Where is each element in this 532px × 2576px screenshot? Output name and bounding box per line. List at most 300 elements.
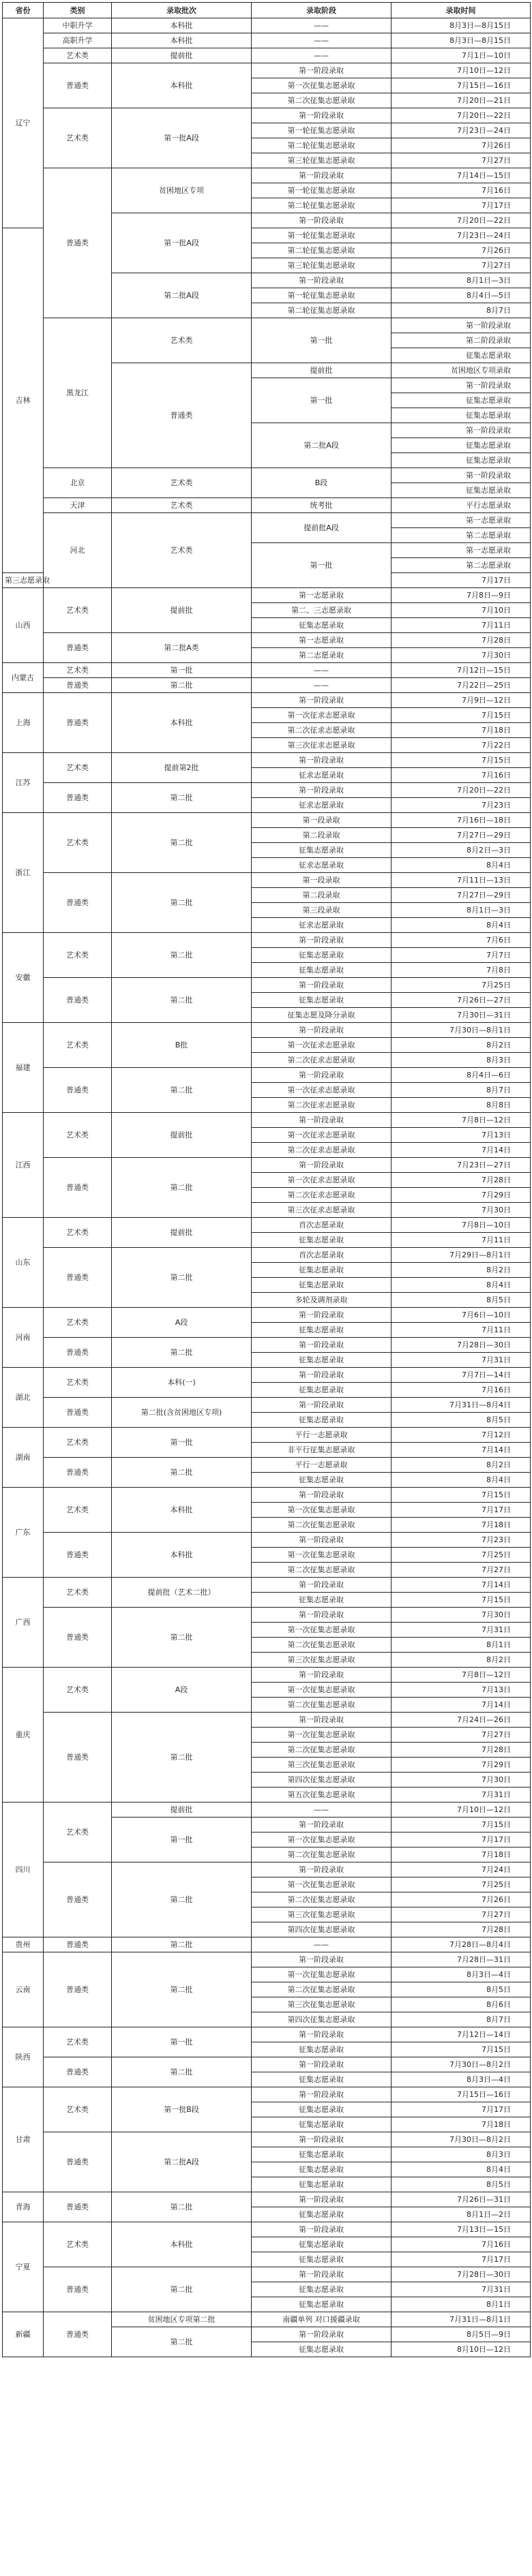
table-row	[3, 978, 531, 993]
stage-cell: 提前批A段	[252, 513, 391, 543]
stage-cell: 第一次征集志愿录取	[252, 1728, 391, 1743]
stage-cell: 第二次征求志愿录取	[252, 1188, 391, 1203]
table-row	[3, 1158, 531, 1173]
category-cell: 艺术类	[44, 108, 112, 168]
stage-cell: 第二次征求志愿录取	[252, 723, 391, 738]
stage-cell: 征集志愿录取	[252, 2117, 391, 2132]
batch-cell: 第二批	[112, 1608, 252, 1668]
table-row	[3, 18, 531, 33]
time-cell: 7月17日	[391, 198, 531, 213]
time-cell: 第二志愿录取	[391, 528, 531, 543]
batch-cell: 第一批A段	[112, 213, 252, 273]
stage-cell: 第一阶段录取	[252, 1668, 391, 1683]
stage-cell: 征求志愿录取	[252, 768, 391, 783]
stage-cell: 第一阶段录取	[252, 1713, 391, 1728]
stage-cell: 第一阶段录取	[252, 1113, 391, 1128]
category-cell: 高职升学	[44, 33, 112, 48]
stage-cell: ——	[252, 48, 391, 63]
stage-cell: 征集志愿录取	[252, 618, 391, 633]
stage-cell: 第一阶段录取	[252, 63, 391, 78]
stage-cell: ——	[252, 1937, 391, 1952]
time-cell: 7月30日—8月2日	[391, 2057, 531, 2072]
time-cell: 7月15日—16日	[391, 2087, 531, 2102]
time-cell: 7月12日	[391, 1428, 531, 1443]
time-cell: 第一志愿录取	[391, 513, 531, 528]
table-row	[3, 783, 531, 798]
time-cell: 7月15日	[391, 753, 531, 768]
batch-cell: A段	[112, 1308, 252, 1338]
time-cell: 7月29日	[391, 1188, 531, 1203]
time-cell: 7月30日—8月2日	[391, 2132, 531, 2147]
time-cell: 7月31日—8月4日	[391, 1398, 531, 1413]
stage-cell: 多轮及调剂录取	[252, 1293, 391, 1308]
time-cell: 7月14日	[391, 1698, 531, 1713]
category-cell: 艺术类	[44, 1218, 112, 1248]
stage-cell: 第三次征求志愿录取	[252, 738, 391, 753]
batch-cell: 本科批	[112, 33, 252, 48]
time-cell: 8月4日	[391, 2162, 531, 2177]
stage-cell: 第二轮征集志愿录取	[252, 303, 391, 318]
table-row	[3, 753, 531, 768]
province-cell: 山东	[3, 1218, 44, 1308]
category-cell: 艺术类	[44, 1428, 112, 1458]
time-cell: 7月8日—9日	[391, 588, 531, 603]
time-cell: 7月13日	[391, 1683, 531, 1698]
time-cell: 7月12日—14日	[391, 2027, 531, 2042]
category-cell: 艺术类	[44, 1803, 112, 1862]
table-row	[3, 813, 531, 828]
stage-cell: 第一阶段录取	[252, 1023, 391, 1038]
time-cell: 7月16日	[391, 183, 531, 198]
time-cell: 8月10日—12日	[391, 2342, 531, 2357]
category-cell: 普通类	[44, 1608, 112, 1668]
time-cell: 征集志愿录取	[391, 483, 531, 498]
province-cell: 新疆	[3, 2312, 44, 2357]
time-cell: 7月27日	[391, 153, 531, 168]
time-cell: 7月14日	[391, 1578, 531, 1593]
stage-cell: 征集志愿录取	[252, 1278, 391, 1293]
time-cell: 8月3日—8月15日	[391, 33, 531, 48]
time-cell: 7月16日	[391, 1383, 531, 1398]
stage-cell: 第一阶段录取	[252, 213, 391, 228]
stage-cell: 第一次征求志愿录取	[252, 1083, 391, 1098]
stage-cell: 第一次征集志愿录取	[252, 1623, 391, 1638]
stage-cell: ——	[252, 18, 391, 33]
time-cell: 7月20日—22日	[391, 783, 531, 798]
time-cell: 7月15日	[391, 1593, 531, 1608]
time-cell: 8月4日—6日	[391, 1068, 531, 1083]
category-cell: 河北	[44, 513, 112, 588]
province-cell: 甘肃	[3, 2087, 44, 2192]
stage-cell: 征集志愿录取	[252, 2102, 391, 2117]
stage-cell: 第一阶段录取	[252, 1578, 391, 1593]
batch-cell: 本科批	[112, 18, 252, 33]
batch-cell: 第一批A段	[112, 108, 252, 168]
stage-cell: 第一阶段录取	[252, 2327, 391, 2342]
time-cell: 7月24日	[391, 1862, 531, 1877]
time-cell: 7月17日	[391, 1503, 531, 1518]
category-cell: 黑龙江	[44, 318, 112, 468]
stage-cell: 第一阶段录取	[252, 1158, 391, 1173]
province-cell: 湖北	[3, 1368, 44, 1428]
stage-cell: 第二次征集志愿录取	[252, 1518, 391, 1533]
province-cell: 江苏	[3, 753, 44, 813]
stage-cell: 第二次征求志愿录取	[252, 1143, 391, 1158]
time-cell: 7月17日	[391, 2102, 531, 2117]
stage-cell: 第二次征集志愿录取	[252, 1563, 391, 1578]
stage-cell: 第一阶段录取	[252, 2057, 391, 2072]
stage-cell: 第三次征求志愿录取	[252, 1203, 391, 1218]
time-cell: 8月4日—5日	[391, 288, 531, 303]
time-cell: 8月2日	[391, 1458, 531, 1473]
stage-cell: 统考批	[252, 498, 391, 513]
table-row	[3, 1428, 531, 1443]
time-cell: 7月11日	[391, 618, 531, 633]
time-cell: 7月31日	[391, 1623, 531, 1638]
stage-cell: 征集志愿录取	[252, 843, 391, 858]
time-cell: 7月6日	[391, 933, 531, 948]
batch-cell: 本科批	[112, 2222, 252, 2267]
category-cell: 普通类	[44, 1713, 112, 1803]
stage-cell: 征集志愿录取	[252, 2042, 391, 2057]
time-cell: 7月13日—15日	[391, 2222, 531, 2237]
table-body	[3, 18, 531, 2357]
batch-cell: 贫困地区专项第二批	[112, 2312, 252, 2327]
stage-cell: 第二次征求志愿录取	[252, 1053, 391, 1068]
time-cell: 7月14日	[391, 1443, 531, 1458]
category-cell: 普通类	[44, 873, 112, 933]
category-cell: 艺术类	[44, 2222, 112, 2267]
stage-cell: 征集志愿录取	[252, 993, 391, 1008]
batch-cell: 第二批(含贫困地区专项)	[112, 1398, 252, 1428]
time-cell: 8月1日—2日	[391, 2207, 531, 2222]
stage-cell: ——	[252, 678, 391, 693]
stage-cell: 第一段录取	[252, 873, 391, 888]
category-cell: 普通类	[44, 678, 112, 693]
stage-cell: 第一阶段录取	[252, 273, 391, 288]
time-cell: 8月3日—4日	[391, 1967, 531, 1982]
header-batch: 录取批次	[112, 3, 252, 18]
batch-cell: 艺术类	[112, 468, 252, 498]
time-cell: 7月16日	[391, 2237, 531, 2252]
stage-cell: 第一阶段录取	[252, 1308, 391, 1323]
time-cell: 7月8日—12日	[391, 1668, 531, 1683]
time-cell: 7月28日	[391, 1743, 531, 1758]
stage-cell: 第三次征集志愿录取	[252, 1653, 391, 1668]
batch-cell: 第一批	[112, 663, 252, 678]
time-cell: 7月11日—13日	[391, 873, 531, 888]
stage-cell: 第二次征集志愿录取	[252, 1892, 391, 1907]
time-cell: 7月15日	[391, 708, 531, 723]
stage-cell: 第一次征求志愿录取	[252, 1173, 391, 1188]
table-row	[3, 1803, 531, 1818]
stage-cell: 第一阶段录取	[252, 2132, 391, 2147]
time-cell: 7月14日	[391, 1143, 531, 1158]
table-row	[3, 1937, 531, 1952]
time-cell: 8月5日	[391, 1413, 531, 1428]
stage-cell: 第一轮征集志愿录取	[252, 288, 391, 303]
time-cell: 征集志愿录取	[391, 408, 531, 423]
category-cell: 普通类	[44, 693, 112, 753]
province-cell: 福建	[3, 1023, 44, 1113]
time-cell: 7月31日	[391, 1353, 531, 1368]
time-cell: 7月27日—29日	[391, 888, 531, 903]
category-cell: 艺术类	[44, 1113, 112, 1158]
stage-cell: 第一次征集志愿录取	[252, 1503, 391, 1518]
time-cell: 7月30日	[391, 1773, 531, 1788]
time-cell: 7月16日	[391, 768, 531, 783]
category-cell: 普通类	[44, 1458, 112, 1488]
batch-cell: 艺术类	[112, 498, 252, 513]
time-cell: 7月23日—24日	[391, 228, 531, 243]
stage-cell: 平行一志愿录取	[252, 1428, 391, 1443]
time-cell: 7月9日—12日	[391, 693, 531, 708]
time-cell: 7月8日—12日	[391, 1113, 531, 1128]
stage-cell: 第二次征集志愿录取	[252, 93, 391, 108]
table-row	[3, 2027, 531, 2042]
batch-cell: 第二批	[112, 1248, 252, 1308]
category-cell: 普通类	[44, 2267, 112, 2312]
time-cell: 8月5日	[391, 1293, 531, 1308]
batch-cell: 第二批	[112, 978, 252, 1023]
time-cell: 7月22日—25日	[391, 678, 531, 693]
time-cell: 7月15日—16日	[391, 78, 531, 93]
stage-cell: 第一次征集志愿录取	[252, 1967, 391, 1982]
header-time: 录取时间	[391, 3, 531, 18]
stage-cell: 第一次征集志愿录取	[252, 1877, 391, 1892]
time-cell: 7月17日	[391, 2252, 531, 2267]
time-cell: 7月16日—18日	[391, 813, 531, 828]
time-cell: 8月4日	[391, 1278, 531, 1293]
category-cell: 普通类	[44, 1248, 112, 1308]
category-cell: 普通类	[44, 978, 112, 1023]
time-cell: 7月29日	[391, 1758, 531, 1773]
admission-schedule-table	[2, 2, 531, 2357]
stage-cell: 第一轮征集志愿录取	[252, 183, 391, 198]
time-cell: 征集志愿录取	[391, 393, 531, 408]
time-cell: 8月2日	[391, 1263, 531, 1278]
table-row	[3, 468, 531, 483]
time-cell: 7月11日	[391, 1233, 531, 1248]
time-cell: 7月18日	[391, 1847, 531, 1862]
stage-cell: 第二批A段	[252, 423, 391, 468]
stage-cell: 第一阶段录取	[252, 2222, 391, 2237]
category-cell: 艺术类	[44, 2087, 112, 2132]
stage-cell: 征集志愿录取	[252, 2282, 391, 2297]
province-cell: 吉林	[3, 228, 44, 573]
table-row	[3, 33, 531, 48]
batch-cell: 第一批	[112, 2027, 252, 2057]
stage-cell: 第二次征集志愿录取	[252, 1638, 391, 1653]
time-cell: 7月15日	[391, 1818, 531, 1833]
category-cell: 普通类	[44, 63, 112, 108]
time-cell: 第二志愿录取	[391, 558, 531, 573]
time-cell: 7月8日	[391, 963, 531, 978]
category-cell: 普通类	[44, 1937, 112, 1952]
time-cell: 7月24日—26日	[391, 1713, 531, 1728]
batch-cell: 第一批	[112, 1428, 252, 1458]
stage-cell: 征求志愿录取	[252, 918, 391, 933]
time-cell: 7月25日	[391, 1548, 531, 1563]
time-cell: 8月7日	[391, 303, 531, 318]
stage-cell: 第一志愿录取	[252, 633, 391, 648]
table-row	[3, 63, 531, 78]
time-cell: 7月17日	[391, 573, 531, 588]
category-cell: 艺术类	[44, 1578, 112, 1608]
table-row	[3, 168, 531, 183]
time-cell: 8月7日	[391, 2012, 531, 2027]
category-cell: 艺术类	[44, 753, 112, 783]
category-cell: 普通类	[44, 1533, 112, 1578]
batch-cell: 提前批	[112, 1803, 252, 1818]
stage-cell: 第一阶段录取	[252, 2087, 391, 2102]
stage-cell: 第一批	[252, 543, 391, 588]
stage-cell: 征集志愿录取	[252, 1473, 391, 1488]
time-cell: 7月13日	[391, 1128, 531, 1143]
stage-cell: 第一阶段录取	[252, 933, 391, 948]
batch-cell: 艺术类	[112, 318, 252, 363]
table-row	[3, 1608, 531, 1623]
table-row	[3, 1308, 531, 1323]
stage-cell: 第一阶段录取	[252, 1533, 391, 1548]
province-cell: 第三志愿录取	[3, 573, 44, 588]
province-cell: 云南	[3, 1952, 44, 2027]
batch-cell: 第二批	[112, 2267, 252, 2312]
stage-cell: 平行一志愿录取	[252, 1458, 391, 1473]
batch-cell: 第二批	[112, 1458, 252, 1488]
time-cell: 7月28日—30日	[391, 2267, 531, 2282]
stage-cell: 提前批	[252, 363, 391, 378]
batch-cell: B批	[112, 1023, 252, 1068]
header-stage: 录取阶段	[252, 3, 391, 18]
batch-cell: 第二批A类	[112, 633, 252, 663]
table-row	[3, 318, 531, 333]
time-cell: 7月23日—24日	[391, 123, 531, 138]
stage-cell: 第一阶段录取	[252, 978, 391, 993]
time-cell: 第一阶段录取	[391, 423, 531, 438]
batch-cell: 第二批A段	[112, 273, 252, 318]
stage-cell: 征集志愿录取	[252, 2162, 391, 2177]
stage-cell: 第一阶段录取	[252, 1608, 391, 1623]
category-cell: 普通类	[44, 2132, 112, 2192]
time-cell: 7月28日	[391, 1173, 531, 1188]
table-row	[3, 2087, 531, 2102]
stage-cell: 第一次征集志愿录取	[252, 1548, 391, 1563]
stage-cell: 第五次征集志愿录取	[252, 1788, 391, 1803]
stage-cell: 第一次征集志愿录取	[252, 78, 391, 93]
time-cell: 7月10日	[391, 603, 531, 618]
time-cell: 第一阶段录取	[391, 378, 531, 393]
time-cell: 7月15日	[391, 2042, 531, 2057]
time-cell: 7月10日—12日	[391, 63, 531, 78]
time-cell: 7月27日	[391, 1907, 531, 1922]
category-cell: 艺术类	[44, 48, 112, 63]
category-cell: 普通类	[44, 633, 112, 663]
batch-cell: 提前批	[112, 1218, 252, 1248]
header-province: 省份	[3, 3, 44, 18]
province-cell: 辽宁	[3, 18, 44, 228]
time-cell: 7月11日	[391, 1323, 531, 1338]
time-cell: 7月26日—31日	[391, 2192, 531, 2207]
table-row	[3, 1338, 531, 1353]
stage-cell: ——	[252, 663, 391, 678]
batch-cell: 第一批	[112, 1818, 252, 1862]
time-cell: 7月22日	[391, 738, 531, 753]
table-row	[3, 2222, 531, 2237]
batch-cell: 本科(一)	[112, 1368, 252, 1398]
stage-cell: 征集志愿录取	[252, 1593, 391, 1608]
batch-cell: 第二批	[112, 1937, 252, 1952]
category-cell: 天津	[44, 498, 112, 513]
province-cell: 宁夏	[3, 2222, 44, 2312]
table-row	[3, 498, 531, 513]
table-row	[3, 2192, 531, 2207]
batch-cell: 第二批	[112, 1862, 252, 1937]
time-cell: 8月3日	[391, 2147, 531, 2162]
time-cell: 7月31日	[391, 2282, 531, 2297]
table-row	[3, 1398, 531, 1413]
time-cell: 征集志愿录取	[391, 438, 531, 453]
batch-cell: 本科批	[112, 1488, 252, 1533]
table-row	[3, 1218, 531, 1233]
table-row	[3, 1488, 531, 1503]
time-cell: 7月27日	[391, 1728, 531, 1743]
time-cell: 7月14日—15日	[391, 168, 531, 183]
time-cell: 8月1日—3日	[391, 903, 531, 918]
category-cell: 普通类	[44, 2057, 112, 2087]
category-cell: 艺术类	[44, 933, 112, 978]
time-cell: 7月30日	[391, 1608, 531, 1623]
stage-cell: 第四次征集志愿录取	[252, 2012, 391, 2027]
stage-cell: 征求志愿录取	[252, 858, 391, 873]
batch-cell: 第二批A段	[112, 2132, 252, 2192]
stage-cell: 第二志愿录取	[252, 648, 391, 663]
stage-cell: 第二次征集志愿录取	[252, 1982, 391, 1997]
time-cell: 第二阶段录取	[391, 333, 531, 348]
time-cell: 8月2日—3日	[391, 843, 531, 858]
stage-cell: 征集志愿录取	[252, 1233, 391, 1248]
time-cell: 7月28日—8月4日	[391, 1937, 531, 1952]
table-row	[3, 588, 531, 603]
time-cell: 8月7日	[391, 1083, 531, 1098]
time-cell: 7月23日	[391, 798, 531, 813]
stage-cell: 征集志愿录取	[252, 1413, 391, 1428]
stage-cell: 征集志愿录取	[252, 1263, 391, 1278]
time-cell: 8月4日	[391, 918, 531, 933]
stage-cell: 征集志愿录取	[252, 1383, 391, 1398]
category-cell: 艺术类	[44, 2027, 112, 2057]
time-cell: 7月28日	[391, 633, 531, 648]
time-cell: 8月8日	[391, 1098, 531, 1113]
table-row	[3, 108, 531, 123]
stage-cell: 第三轮征集志愿录取	[252, 153, 391, 168]
time-cell: 7月29日—8月1日	[391, 1248, 531, 1263]
time-cell: 8月4日	[391, 858, 531, 873]
table-row	[3, 873, 531, 888]
category-cell: 艺术类	[44, 1308, 112, 1338]
stage-cell: 征集志愿及降分录取	[252, 1008, 391, 1023]
batch-cell: 第二批	[112, 813, 252, 873]
batch-cell: A段	[112, 1668, 252, 1713]
category-cell: 艺术类	[44, 588, 112, 633]
stage-cell: 第一轮征集志愿录取	[252, 123, 391, 138]
batch-cell: 第二批	[112, 1338, 252, 1368]
time-cell: 7月7日	[391, 948, 531, 963]
category-cell: 普通类	[44, 783, 112, 813]
table-row	[3, 933, 531, 948]
time-cell: 7月20日—21日	[391, 93, 531, 108]
time-cell: 8月1日	[391, 2297, 531, 2312]
